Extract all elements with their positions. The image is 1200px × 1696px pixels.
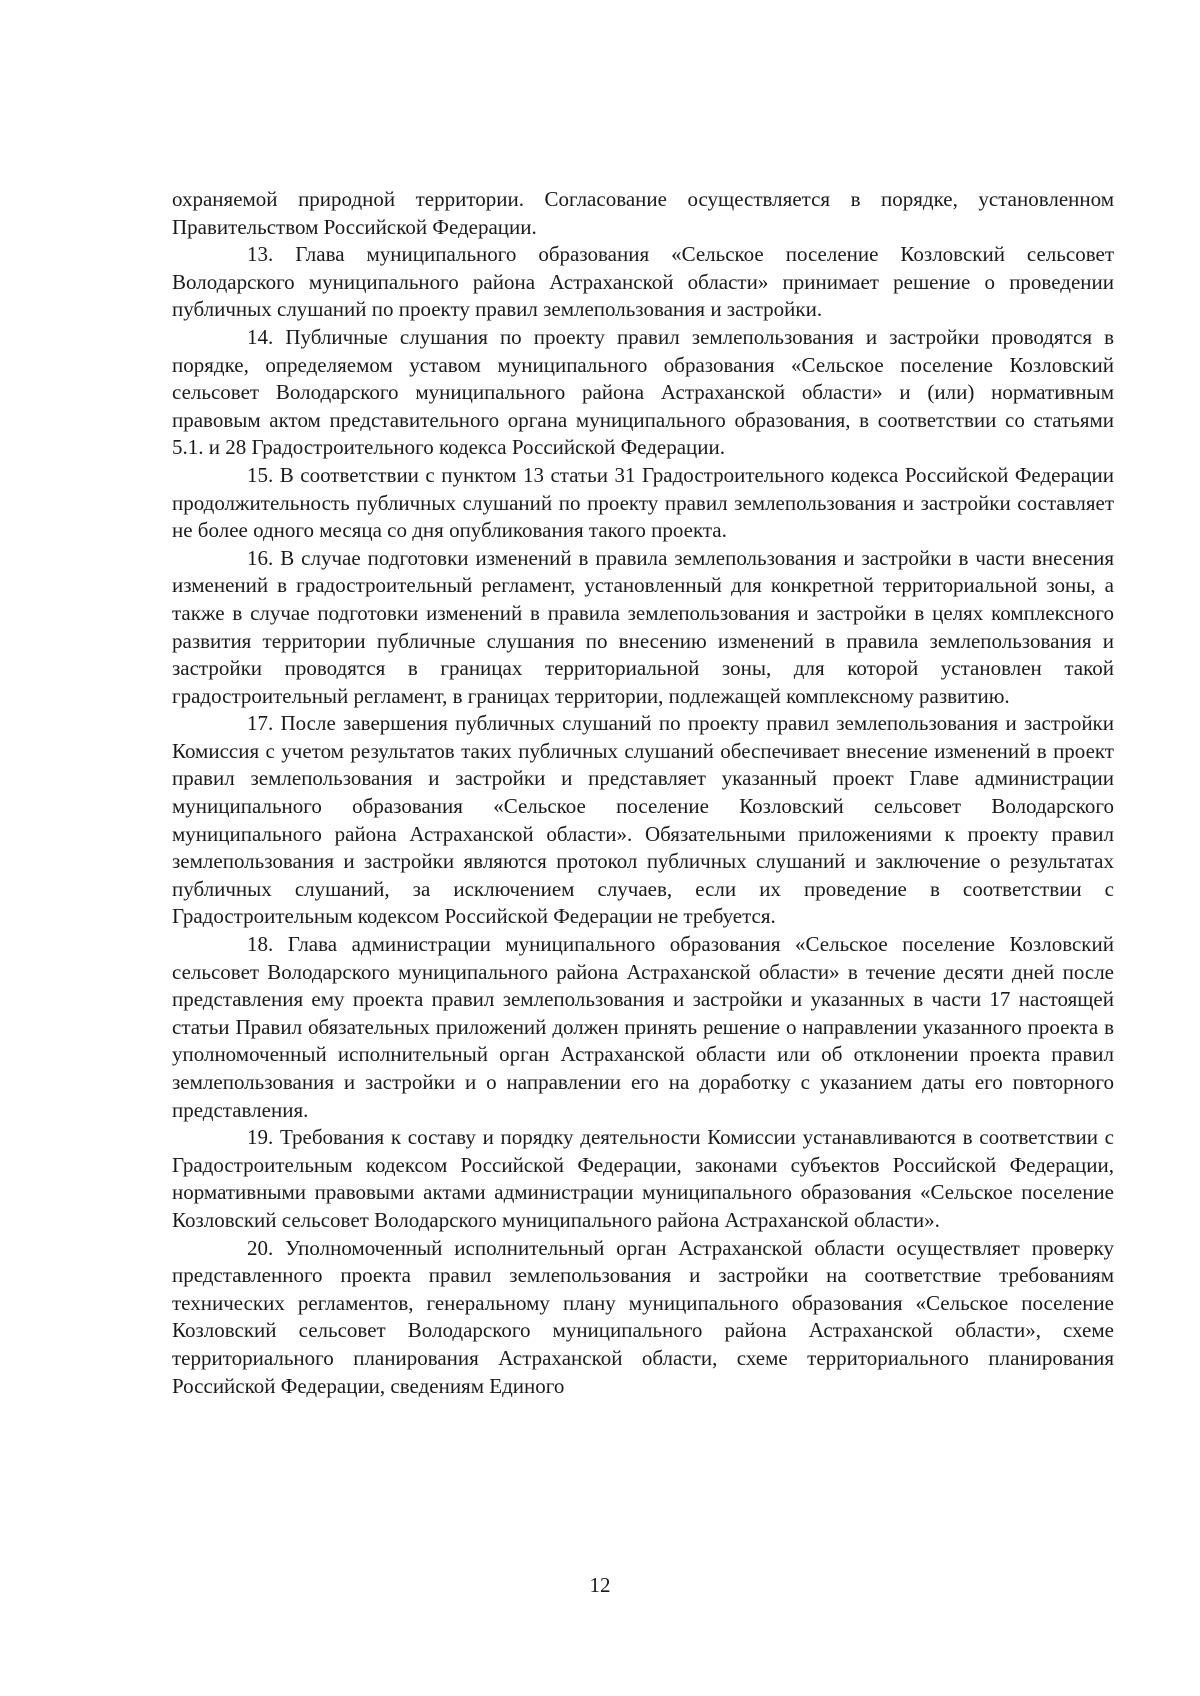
paragraph-17: 17. После завершения публичных слушаний по проекту правил землепользования и застройки Комиссия с учетом результатов таких публичных слушаний обеспечивает внесение изменений в проект правил землепользования и застройки и представляет указанный проект Главе администрации муниципального образования «Сельское поселение Козловский сельсовет Володарского муниципального района Астраханской области». Обязательными приложениями к проекту правил землепользования и застройки являются протокол публичных слушаний и заключение о результатах публичных слушаний, за исключением случаев, если их проведение в соответствии с Градостроительным кодексом Российской Федерации не требуется. bbox=[172, 711, 1114, 929]
paragraph-20: 20. Уполномоченный исполнительный орган Астраханской области осуществляет проверку представленного проекта правил землепользования и застройки на соответствие требованиям технических регламентов, генеральному плану муниципального образования «Сельское поселение Козловский сельсовет Володарского муниципального района Астраханской области», схеме территориального планирования Астраханской области, схеме территориального планирования Российской Федерации, сведениям Единого bbox=[172, 1235, 1114, 1398]
paragraph-18: 18. Глава администрации муниципального образования «Сельское поселение Козловский сельсовет Володарского муниципального района Астраханской области» в течение десяти дней после представления ему проекта правил землепользования и застройки и указанных в части 17 настоящей статьи Правил обязательных приложений должен принять решение о направлении указанного проекта в уполномоченный исполнительный орган Астраханской области или об отклонении проекта правил землепользования и застройки и о направлении его на доработку с указанием даты его повторного представления. bbox=[172, 932, 1114, 1122]
paragraph-16: 16. В случае подготовки изменений в правила землепользования и застройки в части внесения изменений в градостроительный регламент, установленный для конкретной территориальной зоны, а также в случае подготовки изменений в правила землепользования и застройки в целях комплексного развития территории публичные слушания по внесению изменений в правила землепользования и застройки проводятся в границах территориальной зоны, для которой установлен такой градостроительный регламент, в границах территории, подлежащей комплексному развитию. bbox=[172, 545, 1114, 708]
paragraph-19: 19. Требования к составу и порядку деятельности Комиссии устанавливаются в соответствии с Градостроительным кодексом Российской Федерации, законами субъектов Российской Федерации, нормативными правовыми актами администрации муниципального образования «Сельское поселение Козловский сельсовет Володарского муниципального района Астраханской области». bbox=[172, 1125, 1114, 1232]
paragraph-continuation: охраняемой природной территории. Согласование осуществляется в порядке, установленном Правительством Российской Федерации. bbox=[172, 187, 1114, 239]
page-number: 12 bbox=[589, 1573, 611, 1597]
paragraph-13: 13. Глава муниципального образования «Сельское поселение Козловский сельсовет Володарского муниципального района Астраханской области» принимает решение о проведении публичных слушаний по проекту правил землепользования и застройки. bbox=[172, 242, 1114, 322]
paragraph-14: 14. Публичные слушания по проекту правил землепользования и застройки проводятся в порядке, определяемом уставом муниципального образования «Сельское поселение Козловский сельсовет Володарского муниципального района Астраханской области» и (или) нормативным правовым актом представительного органа муниципального образования, в соответствии со статьями 5.1. и 28 Градостроительного кодекса Российской Федерации. bbox=[172, 324, 1114, 460]
paragraph-15: 15. В соответствии с пунктом 13 статьи 31 Градостроительного кодекса Российской Федерации продолжительность публичных слушаний по проекту правил землепользования и застройки составляет не более одного месяца со дня опубликования такого проекта. bbox=[172, 462, 1114, 543]
document-body bbox=[172, 186, 1114, 1400]
